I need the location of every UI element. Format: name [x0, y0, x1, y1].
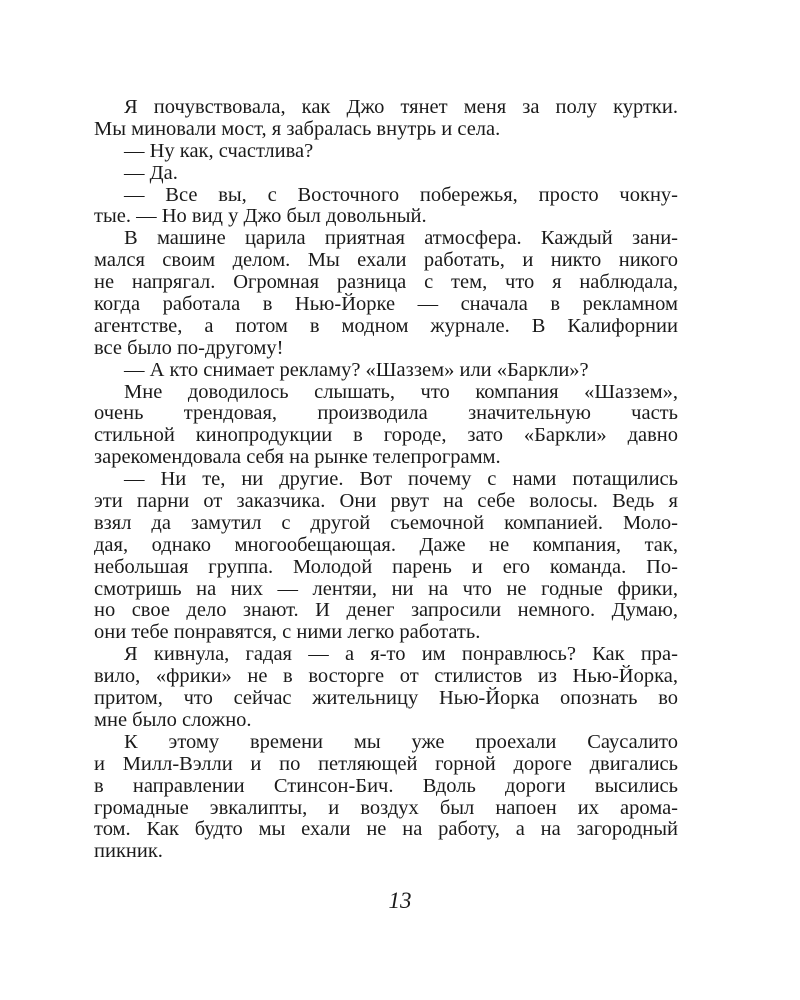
text-line: вило, «фрики» не в восторге от стилистов из Нью-Йорка, [94, 665, 678, 688]
text-line: Я кивнула, гадая — а я-то им понравлюсь? Как пра- [124, 643, 678, 666]
text-line: они тебе понравятся, с ними легко работать. [94, 621, 481, 644]
page-number: 13 [388, 888, 412, 913]
text-line: тые. — Но вид у Джо был довольный. [94, 205, 427, 228]
text-line: все было по-другому! [94, 336, 284, 359]
text-line: — Ни те, ни другие. Вот почему с нами потащились [124, 468, 678, 491]
text-line: зарекомендовала себя на рынке телепрограмм. [94, 446, 501, 469]
text-line: эти парни от заказчика. Они рвут на себе волосы. Ведь я [94, 490, 678, 513]
text-line: очень трендовая, производила значительную часть [94, 402, 678, 425]
text-line: стильной кинопродукции в городе, зато «Баркли» давно [94, 424, 678, 447]
text-line: в направлении Стинсон-Бич. Вдоль дороги высились [94, 774, 678, 797]
text-line: не напрягал. Огромная разница с тем, что я наблюдала, [94, 271, 678, 294]
text-line: взял да замутил с другой съемочной компанией. Моло- [94, 511, 678, 534]
text-line: небольшая группа. Молодой парень и его команда. По- [94, 555, 678, 578]
book-page-text [94, 97, 678, 863]
text-line: Мы миновали мост, я забралась внутрь и села. [94, 117, 501, 140]
text-line: К этому времени мы уже проехали Саусалито [124, 730, 678, 753]
text-line: мне было сложно. [94, 708, 252, 731]
text-line: — Ну как, счастлива? [124, 139, 314, 162]
text-line: смотришь на них — лентяи, ни на что не годные фрики, [94, 577, 678, 600]
text-line: притом, что сейчас жительницу Нью-Йорка опознать во [94, 687, 678, 710]
text-line: но свое дело знают. И денег запросили немного. Думаю, [94, 599, 678, 622]
text-line: дая, однако многообещающая. Даже не компания, так, [94, 533, 678, 556]
text-line: — Да. [124, 161, 178, 184]
text-line: том. Как будто мы ехали не на работу, а на загородный [94, 818, 678, 841]
text-line: В машине царила приятная атмосфера. Каждый зани- [124, 227, 678, 250]
text-line: агентстве, а потом в модном журнале. В Калифорнии [94, 314, 678, 337]
text-line: громадные эвкалипты, и воздух был напоен их арома- [94, 796, 678, 819]
text-line: Мне доводилось слышать, что компания «Шаззем», [124, 380, 678, 403]
text-line: Я почувствовала, как Джо тянет меня за полу куртки. [124, 96, 678, 118]
text-line: когда работала в Нью-Йорке — сначала в рекламном [94, 293, 678, 316]
text-line: мался своим делом. Мы ехали работать, и никто никого [94, 249, 678, 272]
text-line: — А кто снимает рекламу? «Шаззем» или «Баркли»? [124, 358, 589, 381]
text-line: — Все вы, с Восточного побережья, просто чокну- [124, 183, 678, 206]
text-line: пикник. [94, 840, 163, 863]
text-line: и Милл-Вэлли и по петляющей горной дороге двигались [94, 752, 678, 775]
